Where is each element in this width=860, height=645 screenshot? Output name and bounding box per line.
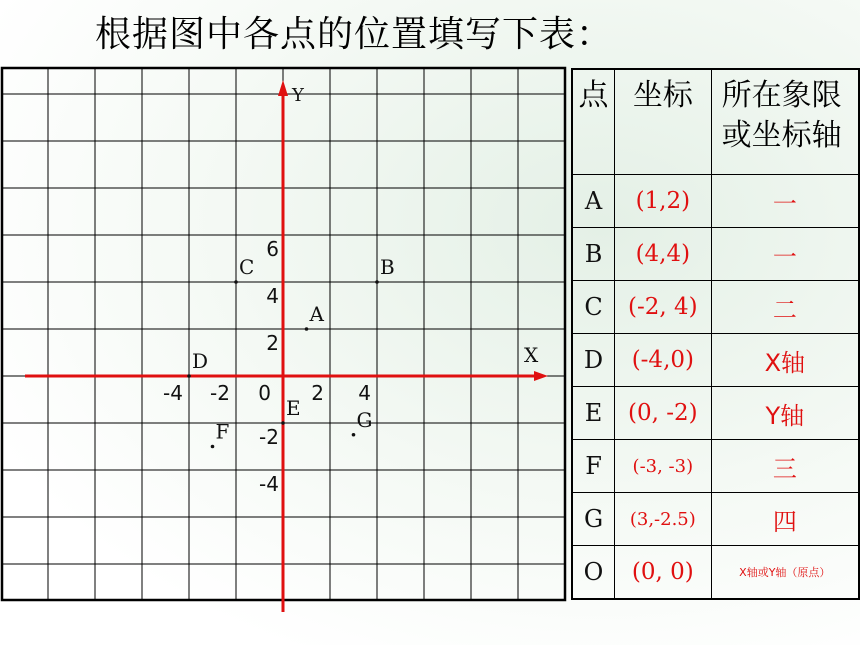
row-quadrant: X轴或Y轴（原点）: [711, 546, 859, 600]
axes: [25, 80, 548, 612]
x-tick-label: -2: [210, 381, 230, 405]
table-row: [572, 334, 859, 387]
x-tick-label: 4: [358, 381, 371, 405]
x-tick-label: 2: [311, 381, 324, 405]
point-e-label: E: [286, 396, 301, 420]
row-point: A: [572, 175, 615, 228]
point-d-label: D: [192, 349, 209, 373]
row-quadrant: 三: [711, 440, 859, 493]
table-row: [572, 440, 859, 493]
table-row: [572, 228, 859, 281]
header-quadrant-line1: 所在象限: [721, 78, 842, 113]
row-coordinate: (4,4): [615, 228, 712, 281]
row-quadrant: 一: [711, 228, 859, 281]
table-row: [572, 546, 859, 600]
point-g-label: G: [356, 407, 373, 432]
point-d-marker: [187, 374, 191, 378]
y-tick-label: 2: [266, 331, 279, 355]
point-a-label: A: [309, 302, 324, 326]
points: [187, 255, 395, 448]
row-point: O: [572, 546, 615, 600]
header-coord: 坐标: [615, 69, 712, 175]
y-tick-label: 6: [266, 237, 279, 261]
point-e-marker: [281, 421, 285, 425]
row-coordinate: (0, -2): [615, 387, 712, 440]
x-axis-arrow: [534, 371, 548, 381]
point-b-marker: [375, 280, 379, 284]
x-axis-label: X: [524, 343, 539, 367]
point-f-marker: [211, 445, 215, 449]
header-point: 点: [572, 69, 615, 175]
row-quadrant: X轴: [711, 334, 859, 387]
y-axis-arrow: [278, 80, 288, 96]
y-tick-label: 4: [266, 284, 279, 308]
answer-table: [571, 68, 860, 600]
row-quadrant: 四: [711, 493, 859, 546]
row-coordinate: (-3, -3): [615, 440, 712, 493]
row-coordinate: (-2, 4): [615, 281, 712, 334]
row-point: G: [572, 493, 615, 546]
point-b-label: B: [380, 255, 395, 279]
point-a-marker: [305, 327, 309, 331]
row-quadrant: Y轴: [711, 387, 859, 440]
row-coordinate: (-4,0): [615, 334, 712, 387]
table-row: [572, 281, 859, 334]
header-quadrant: [711, 69, 859, 175]
row-point: F: [572, 440, 615, 493]
page-title: 根据图中各点的位置填写下表：: [95, 14, 614, 55]
origin-label: 0: [258, 381, 271, 405]
table-row: [572, 493, 859, 546]
row-quadrant: 二: [711, 281, 859, 334]
point-c-marker: [234, 280, 238, 284]
row-point: D: [572, 334, 615, 387]
row-coordinate: (1,2): [615, 175, 712, 228]
header-quadrant-line2: 或坐标轴: [721, 118, 842, 153]
row-quadrant: 一: [711, 175, 859, 228]
row-point: B: [572, 228, 615, 281]
row-coordinate: (3,-2.5): [615, 493, 712, 546]
point-f-label: F: [215, 419, 230, 444]
row-point: C: [572, 281, 615, 334]
table-row: [572, 175, 859, 228]
table-header-row: [572, 69, 859, 175]
table-row: [572, 387, 859, 440]
row-point: E: [572, 387, 615, 440]
x-tick-label: -4: [163, 381, 183, 405]
point-g-marker: [352, 433, 356, 437]
y-axis-label: Y: [292, 85, 304, 106]
row-coordinate: (0, 0): [615, 546, 712, 600]
y-tick-label: -4: [259, 472, 279, 496]
point-c-label: C: [239, 255, 255, 279]
y-tick-label: -2: [259, 425, 279, 449]
